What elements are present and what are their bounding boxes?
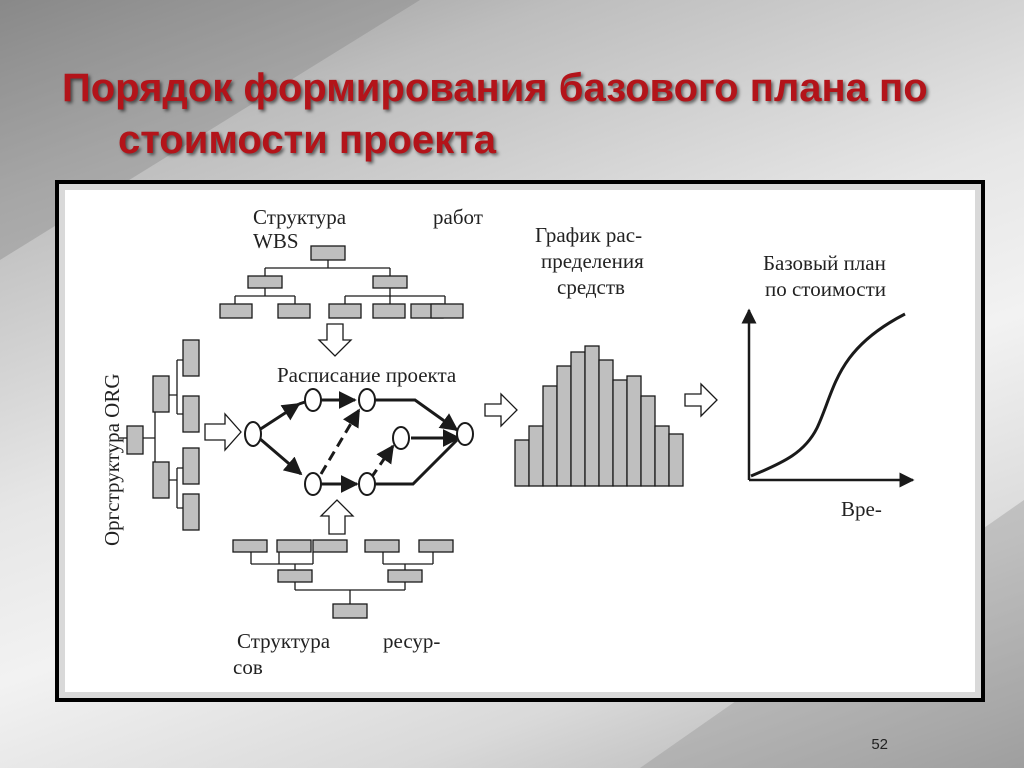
network-node [457, 423, 473, 445]
resource-tree [233, 540, 453, 618]
schedule-label: Расписание проекта [277, 363, 457, 387]
network-node [305, 473, 321, 495]
resources-label-structure: Структура [237, 629, 331, 653]
baseline-chart [749, 310, 913, 480]
network-edge [375, 400, 457, 430]
histogram-bar [641, 396, 655, 486]
wbs-to-schedule-arrow [319, 324, 351, 356]
org-to-schedule-arrow [205, 414, 241, 450]
resource-node [419, 540, 453, 552]
funding-histogram [515, 346, 683, 486]
network-node [359, 389, 375, 411]
funding-label-2: пределения [541, 249, 644, 273]
resource-node [388, 570, 422, 582]
baseline-label-2: по стоимости [765, 277, 886, 301]
resource-node-root [333, 604, 367, 618]
network-edge [259, 404, 299, 430]
wbs-label-code: WBS [253, 229, 299, 253]
wbs-tree [220, 246, 463, 318]
histogram-bar [599, 360, 613, 486]
resource-node [313, 540, 347, 552]
org-node [183, 396, 199, 432]
org-node [183, 340, 199, 376]
wbs-node [278, 304, 310, 318]
resource-node [278, 570, 312, 582]
org-node [153, 376, 169, 412]
cost-baseline-curve [751, 314, 905, 476]
network-node [393, 427, 409, 449]
cost-baseline-diagram [65, 190, 975, 692]
network-edge-dashed [321, 410, 359, 474]
histogram-bar [571, 352, 585, 486]
histogram-bar [585, 346, 599, 486]
network-node [245, 422, 261, 446]
org-node [183, 448, 199, 484]
wbs-node [220, 304, 252, 318]
funding-label-1: График рас- [535, 223, 643, 247]
resource-node [365, 540, 399, 552]
slide-title [62, 62, 982, 166]
histogram-bar [655, 426, 669, 486]
histogram-bar [613, 380, 627, 486]
org-node [127, 426, 143, 454]
baseline-label-1: Базовый план [763, 251, 886, 275]
schedule-network [259, 400, 459, 484]
histogram-bar [557, 366, 571, 486]
wbs-node [329, 304, 361, 318]
resource-node [233, 540, 267, 552]
figure-frame [55, 180, 985, 702]
histogram-bar [627, 376, 641, 486]
diagram-svg [65, 190, 977, 694]
resources-label-sov: сов [233, 655, 263, 679]
network-edge-dashed [371, 446, 393, 478]
org-tree [119, 340, 199, 530]
network-node [305, 389, 321, 411]
org-node [153, 462, 169, 498]
resource-node [277, 540, 311, 552]
org-node [183, 494, 199, 530]
histogram-bar [515, 440, 529, 486]
title-line-1: Порядок формирования базового плана по [62, 66, 928, 110]
resources-label-resur: ресур- [383, 629, 441, 653]
funding-to-baseline-arrow [685, 384, 717, 416]
figure-frame-inner [59, 184, 981, 698]
page-number: 52 [871, 736, 888, 753]
org-label: Оргструктура ORG [100, 373, 124, 546]
resources-to-schedule-arrow [321, 500, 353, 534]
time-axis-label: Вре- [841, 497, 882, 521]
wbs-label-structure: Структура [253, 205, 347, 229]
wbs-label-works: работ [433, 205, 483, 229]
network-edge [259, 438, 301, 474]
network-edge [375, 440, 457, 484]
schedule-nodes [245, 389, 473, 495]
network-node [359, 473, 375, 495]
wbs-node [373, 304, 405, 318]
histogram-bar [543, 386, 557, 486]
wbs-node [248, 276, 282, 288]
schedule-to-funding-arrow [485, 394, 517, 426]
wbs-node [431, 304, 463, 318]
funding-label-3: средств [557, 275, 625, 299]
wbs-node [373, 276, 407, 288]
wbs-node-root [311, 246, 345, 260]
histogram-bar [529, 426, 543, 486]
title-line-2: стоимости проекта [118, 118, 496, 162]
histogram-bar [669, 434, 683, 486]
